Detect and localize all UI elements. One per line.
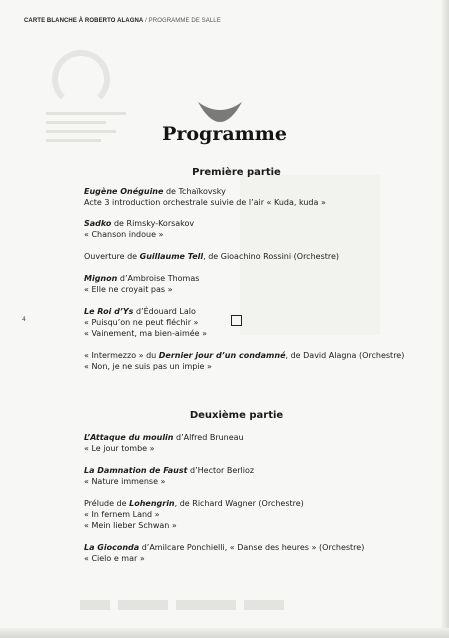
work-composer: d’Ambroise Thomas xyxy=(117,274,200,283)
aria-line: « Nature immense » xyxy=(84,477,166,486)
work-title: La Gioconda xyxy=(84,543,140,552)
work-composer: , de Richard Wagner (Orchestre) xyxy=(174,499,304,508)
program-entry xyxy=(84,498,414,531)
aria-line: « Chanson indoue » xyxy=(84,230,164,239)
work-title: Dernier jour d’un condamné xyxy=(158,351,286,360)
part-2-list xyxy=(84,432,414,564)
work-composer: , de Gioachino Rossini (Orchestre) xyxy=(203,252,340,261)
work-title: Le Roi d’Ys xyxy=(84,307,134,316)
program-entry xyxy=(84,186,414,208)
work-composer: de Rimsky-Korsakov xyxy=(111,219,195,228)
header-series: CARTE BLANCHE À ROBERTO ALAGNA xyxy=(24,18,144,24)
aria-line: Acte 3 introduction orchestrale suivie de l’air « Kuda, kuda » xyxy=(84,198,326,207)
program-entry xyxy=(84,306,414,339)
work-composer: , de David Alagna (Orchestre) xyxy=(285,351,405,360)
page-edge-shadow xyxy=(441,0,449,638)
header-doc: PROGRAMME DE SALLE xyxy=(148,18,221,24)
program-entry xyxy=(84,218,414,240)
work-title: Sadko xyxy=(84,219,112,228)
work-title: L’Attaque du moulin xyxy=(84,433,174,442)
work-composer: d’Hector Berlioz xyxy=(187,466,255,475)
work-composer: d’Amilcare Ponchielli, « Danse des heures » (Orchestre) xyxy=(139,543,365,552)
work-prefix: « Intermezzo » du xyxy=(84,351,159,360)
work-title: Guillaume Tell xyxy=(139,252,204,261)
work-composer: d’Édouard Lalo xyxy=(133,307,196,316)
checkbox[interactable] xyxy=(231,315,242,326)
work-title: Eugène Onéguine xyxy=(84,187,164,196)
page-number: 4 xyxy=(22,316,26,323)
page-edge-shadow-bottom xyxy=(0,628,449,638)
aria-line: « Le jour tombe » xyxy=(84,444,155,453)
program-entry xyxy=(84,251,414,262)
aria-line: « Vainement, ma bien-aimée » xyxy=(84,329,208,338)
aria-line: « Mein lieber Schwan » xyxy=(84,521,177,530)
work-title: Lohengrin xyxy=(129,499,175,508)
program-entry xyxy=(84,465,414,487)
work-composer: de Tchaïkovsky xyxy=(163,187,226,196)
program-entry xyxy=(84,432,414,454)
work-prefix: Ouverture de xyxy=(84,252,140,261)
aria-line: « Non, je ne suis pas un impie » xyxy=(84,362,212,371)
page-title: Programme xyxy=(162,123,287,145)
work-prefix: Prélude de xyxy=(84,499,130,508)
aria-line: « Elle ne croyait pas » xyxy=(84,285,173,294)
program-entry xyxy=(84,542,414,564)
aria-line: « Cielo e mar » xyxy=(84,554,145,563)
program-entry xyxy=(84,350,414,372)
program-entry xyxy=(84,273,414,295)
work-composer: d’Alfred Bruneau xyxy=(173,433,244,442)
work-title: Mignon xyxy=(84,274,118,283)
part-title-2: Deuxième partie xyxy=(189,410,284,421)
aria-line: « Puisqu’on ne peut fléchir » xyxy=(84,318,199,327)
work-title: La Damnation de Faust xyxy=(84,466,188,475)
part-title-1: Première partie xyxy=(192,167,281,178)
aria-line: « In fernem Land » xyxy=(84,510,160,519)
show-through-logo xyxy=(52,50,110,108)
show-through-footer xyxy=(80,595,400,613)
part-1-list xyxy=(84,186,414,372)
running-header xyxy=(24,18,221,24)
header-separator: / xyxy=(143,18,149,24)
